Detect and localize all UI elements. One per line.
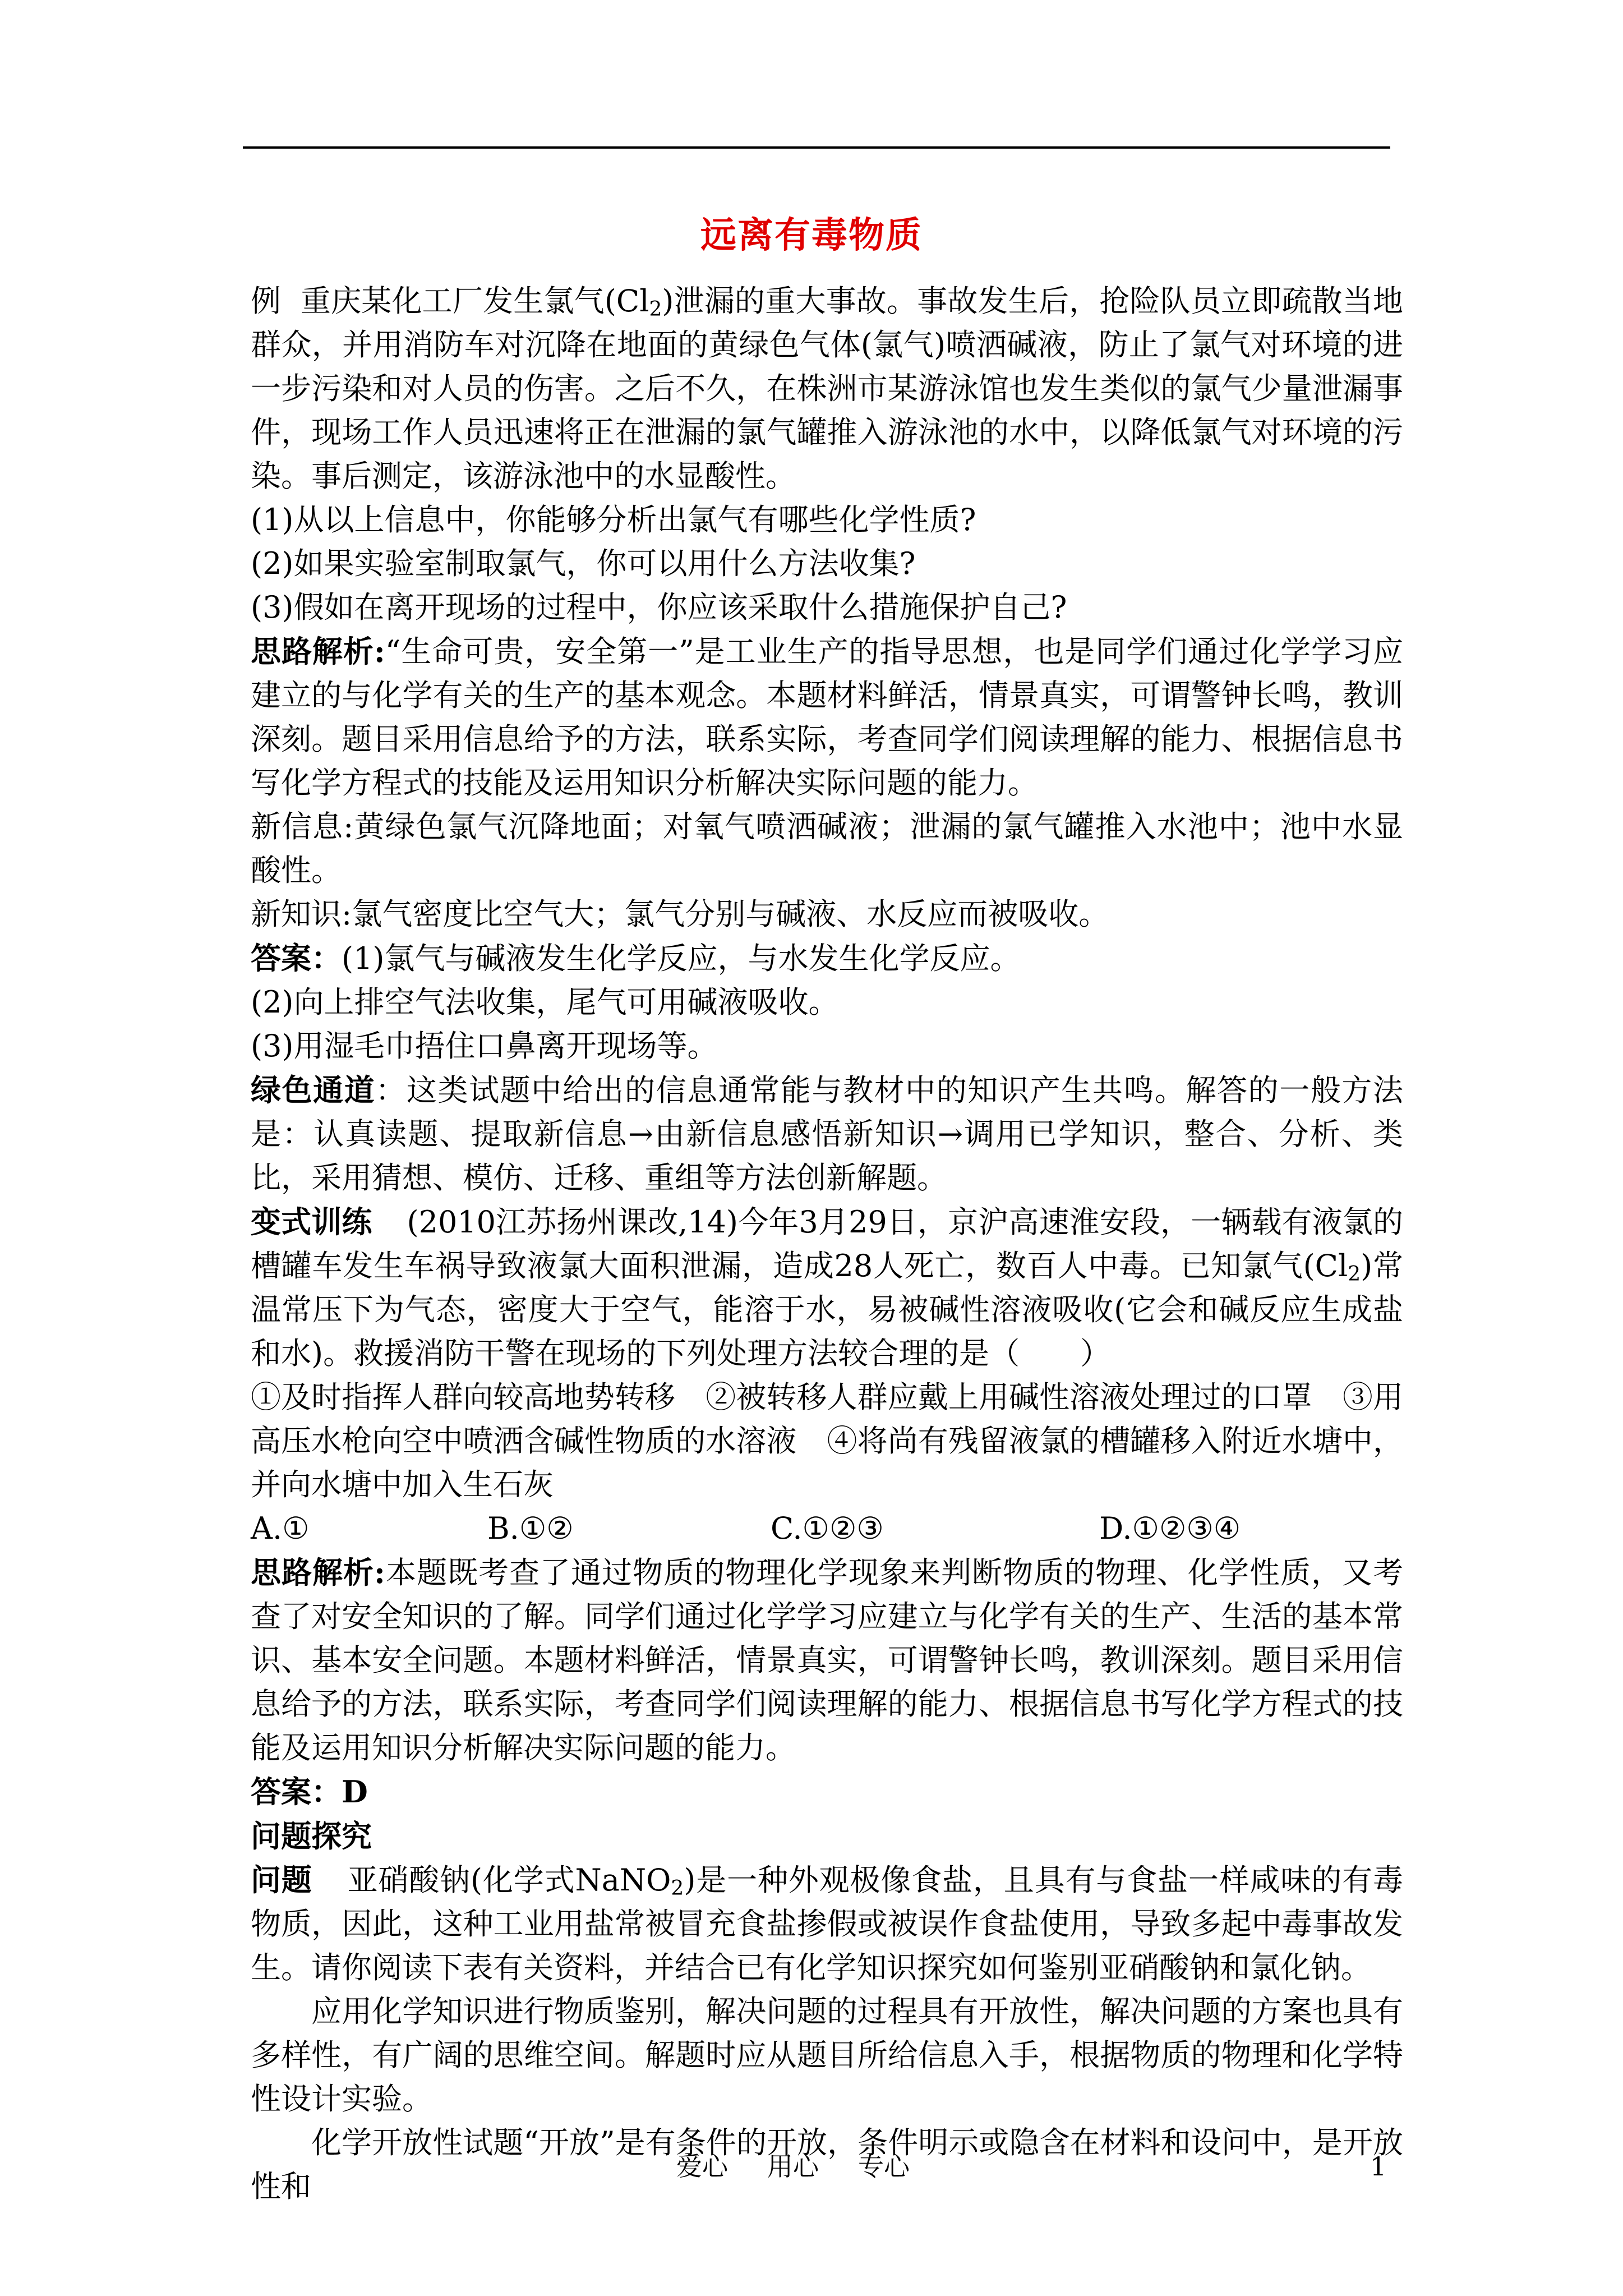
variant-options: ①及时指挥人群向较高地势转移 ②被转移人群应戴上用碱性溶液处理过的口罩 ③用高压水枪向空中喷洒含碱性物质的水溶液 ④将尚有残留液氯的槽罐移入附近水塘中，并向水塘中加入生石灰	[251, 1379, 1403, 1502]
subscript: 2	[671, 1877, 684, 1900]
example-paragraph	[251, 279, 1403, 498]
footer-item: 专心	[858, 2151, 910, 2182]
green-channel-paragraph	[251, 1068, 1403, 1200]
analysis-paragraph	[251, 629, 1403, 805]
header-rule	[243, 146, 1390, 149]
answer-3: (3)用湿毛巾捂住口鼻离开现场等。	[251, 1028, 718, 1064]
new-info: 新信息:黄绿色氯气沉降地面；对氧气喷洒碱液；泄漏的氯气罐推入水池中；池中水显酸性。	[251, 809, 1403, 888]
choice-c: C.①②③	[771, 1511, 884, 1546]
green-channel-text: ：这类试题中给出的信息通常能与教材中的知识产生共鸣。解答的一般方法是：认真读题、提取新信息→由新信息感悟新知识→调用已学知识，整合、分析、类比，采用猜想、模仿、迁移、重组等方法创新解题。	[251, 1073, 1404, 1195]
answer-label: 答案：	[251, 1774, 342, 1810]
inquiry-heading: 问题探究	[251, 1818, 372, 1854]
choice-d: D.①②③④	[1099, 1511, 1241, 1546]
page-number: 1	[1370, 2151, 1387, 2182]
answer-label: 答案：	[251, 940, 342, 976]
variant-label: 变式训练	[251, 1204, 372, 1240]
inquiry-question	[251, 1858, 1403, 1990]
example-text-continued: )泄漏的重大事故。事故发生后，抢险队员立即疏散当地群众，并用消防车对沉降在地面的黄绿色气体(氯气)喷洒碱液，防止了氯气对环境的进一步污染和对人员的伤害。之后不久，在株洲市某游泳馆也发生类似的氯气少量泄漏事件，现场工作人员迅速将正在泄漏的氯气罐推入游泳池的水中，以降低氯气对环境的污染。事后测定，该游泳池中的水显酸性。	[251, 283, 1404, 494]
analysis-text: “生命可贵，安全第一”是工业生产的指导思想，也是同学们通过化学学习应建立的与化学有关的生产的基本观念。本题材料鲜活，情景真实，可谓警钟长鸣，教训深刻。题目采用信息给予的方法，联系实际，考查同学们阅读理解的能力、根据信息书写化学方程式的技能及运用知识分析解决实际问题的能力。	[251, 634, 1403, 800]
answer-text: (1)氯气与碱液发生化学反应，与水发生化学反应。	[342, 941, 1021, 976]
document-body	[251, 279, 1403, 2208]
page-title: 远离有毒物质	[700, 214, 923, 256]
example-label: 例	[251, 283, 282, 319]
new-knowledge: 新知识:氯气密度比空气大；氯气分别与碱液、水反应而被吸收。	[251, 896, 1109, 932]
variant-analysis-paragraph	[251, 1550, 1403, 1770]
inquiry-text: 亚硝酸钠(化学式NaNO	[347, 1862, 671, 1898]
inquiry-text-continued: )是一种外观极像食盐，且具有与食盐一样咸味的有毒物质，因此，这种工业用盐常被冒充食盐掺假或被误作食盐使用，导致多起中毒事故发生。请你阅读下表有关资料，并结合已有化学知识探究如何鉴别亚硝酸钠和氯化钠。	[251, 1862, 1403, 1985]
subscript: 2	[649, 298, 662, 321]
analysis-text: 本题既考查了通过物质的物理化学现象来判断物质的物理、化学性质，又考查了对安全知识的了解。同学们通过化学学习应建立与化学有关的生产、生活的基本常识、基本安全问题。本题材料鲜活，情景真实，可谓警钟长鸣，教训深刻。题目采用信息给予的方法，联系实际，考查同学们阅读理解的能力、根据信息书写化学方程式的技能及运用知识分析解决实际问题的能力。	[251, 1555, 1404, 1765]
variant-text: (2010江苏扬州课改,14)今年3月29日，京沪高速淮安段，一辆载有液氯的槽罐车发生车祸导致液氯大面积泄漏，造成28人死亡，数百人中毒。已知氯气(Cl	[251, 1204, 1403, 1283]
answer-value: D	[342, 1774, 368, 1810]
question-3: (3)假如在离开现场的过程中，你应该采取什么措施保护自己?	[251, 590, 1067, 625]
inquiry-label: 问题	[251, 1862, 312, 1898]
example-text: 重庆某化工厂发生氯气(Cl	[300, 283, 649, 319]
answer-choices	[251, 1507, 1403, 1550]
green-channel-label: 绿色通道	[251, 1072, 376, 1108]
variant-paragraph	[251, 1200, 1403, 1375]
analysis-label: 思路解析:	[251, 633, 385, 669]
footer-item: 爱心	[676, 2151, 728, 2182]
question-2: (2)如果实验室制取氯气，你可以用什么方法收集?	[251, 546, 916, 581]
analysis-label: 思路解析:	[251, 1554, 385, 1590]
page-footer	[0, 2150, 1623, 2183]
answer-1	[251, 936, 1403, 981]
question-1: (1)从以上信息中，你能够分析出氯气有哪些化学性质?	[251, 502, 976, 537]
inquiry-paragraph-1: 应用化学知识进行物质鉴别，解决问题的过程具有开放性，解决问题的方案也具有多样性，有广阔的思维空间。解题时应从题目所给信息入手，根据物质的物理和化学特性设计实验。	[251, 1994, 1403, 2116]
subscript: 2	[1348, 1263, 1361, 1286]
footer-item: 用心	[767, 2151, 819, 2182]
choice-a: A.①	[251, 1511, 310, 1546]
variant-text-continued: )常温常压下为气态，密度大于空气，能溶于水，易被碱性溶液吸收(它会和碱反应生成盐和水)。救援消防干警在现场的下列处理方法较合理的是（ ）	[251, 1248, 1403, 1371]
footer-motto	[676, 2150, 949, 2183]
inquiry-paragraph-2: 化学开放性试题“开放”是有条件的开放，条件明示或隐含在材料和设问中，是开放性和	[251, 2125, 1403, 2204]
choice-b: B.①②	[487, 1511, 574, 1546]
answer-2: (2)向上排空气法收集，尾气可用碱液吸收。	[251, 984, 839, 1020]
variant-answer	[251, 1770, 1403, 1814]
